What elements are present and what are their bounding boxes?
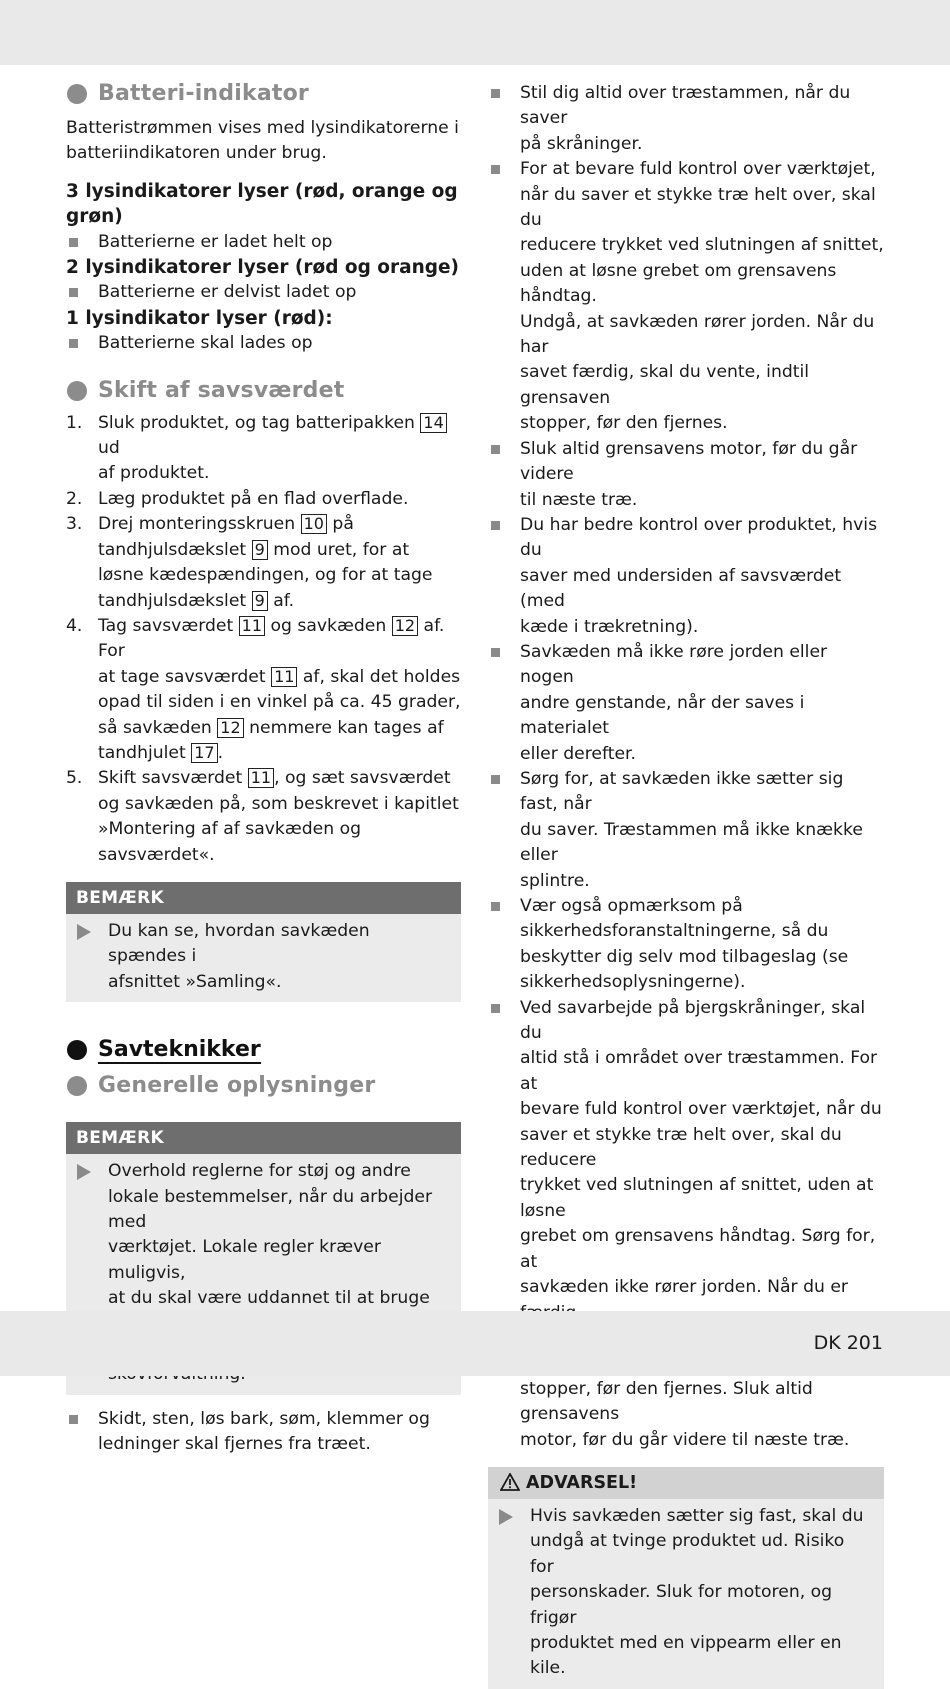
part-ref: 9 [252, 591, 268, 611]
part-ref: 9 [252, 540, 268, 560]
part-ref: 11 [239, 616, 265, 636]
note-box-1: BEMÆRK Du kan se, hvordan savkæden spændes i afsnittet »Samling«. [66, 882, 461, 1002]
indicator-1-title: 1 lysindikator lyser (rød): [66, 307, 333, 329]
indicator-3-item: Batterierne er ladet helt op [66, 230, 461, 255]
heading-generelle-oplysninger: Generelle oplysninger [66, 1070, 461, 1102]
indicator-1-item: Batterierne skal lades op [66, 331, 461, 356]
list-item: 2. Læg produktet på en flad overflade. [66, 488, 409, 509]
note-title: BEMÆRK [66, 882, 461, 914]
part-ref: 14 [420, 413, 446, 433]
heading-skift-af-savsvaerdet: Skift af savsværdet [66, 375, 461, 407]
left-column [66, 78, 461, 1458]
play-arrow-icon [499, 1509, 513, 1525]
heading-batteri-indikator: Batteri-indikator [66, 78, 461, 110]
indicator-2-title: 2 lysindikatorer lyser (rød og orange) [66, 257, 460, 279]
footer-band [0, 1311, 950, 1376]
list-item: Ved savarbejde på bjergskråninger, skal du altid stå i området over træstammen. For at bevare fuld kontrol over værktøjet, når du saver et stykke træ helt over, skal du reducere trykket ved slutningen af snittet, uden at løsne grebet om grensavens håndtag. Sørg for, at savkæden ikke rører jorden. Når du er stopper, før den fjernes. Sluk altid grensavens motor, før du går videre til næste træ. [488, 996, 884, 1453]
warning-box: ADVARSEL! Hvis savkæden sætter sig fast, skal du undgå at tvinge produktet ud. Risiko for personskader. Sluk for motoren, og frigør produktet med en vippearm eller en kile. [488, 1467, 884, 1689]
play-arrow-icon [77, 1164, 91, 1180]
list-item: Vær også opmærksom på sikkerhedsforanstaltningerne, så du beskytter dig selv mod tilbageslag (se sikkerhedsoplysningerne). [488, 894, 884, 996]
right-column [488, 81, 884, 1689]
list-item: 3. Drej monteringsskruen 10 på tandhjulsdækslet 9 mod uret, for at løsne kædespændingen, og for at tage tandhjulsdækslet 9 af. [66, 514, 433, 611]
list-item: 4. Tag savsværdet 11 og savkæden 12 af. For at tage savsværdet 11 af, skal det holdes opad til siden i en vinkel på ca. 45 grader, så savkæden 12 nemmere kan tages af tandhjulet 17 . [66, 615, 461, 763]
list-item: Savkæden må ikke røre jorden eller nogen andre genstande, når der saves i materialet eller derefter. [488, 640, 884, 767]
part-ref: 17 [191, 743, 217, 763]
part-ref: 12 [392, 616, 418, 636]
steps-list [66, 411, 461, 868]
warning-triangle-icon [500, 1473, 520, 1491]
indicator-3-title: 3 lysindikatorer lyser (rød, orange og grøn) [66, 180, 458, 228]
batteri-intro: Batteristrømmen vises med lysindikatorerne i batteriindikatoren under brug. [66, 118, 459, 164]
note-box-2: BEMÆRK Overhold reglerne for støj og andre lokale bestemmelser, når du arbejder med værktøjet. Lokale regler kræver muligvis, at du skal være uddannet til at bruge [66, 1122, 461, 1395]
list-item: Stil dig altid over træstammen, når du saver på skråninger. [488, 81, 884, 157]
note-title: BEMÆRK [66, 1122, 461, 1154]
list-item: 5. Skift savsværdet 11 , og sæt savsværdet og savkæden på, som beskrevet i kapitlet »Montering af af savkæden og savsværdet«. [66, 768, 459, 865]
list-item: 1. Sluk produktet, og tag batteripakken 14 ud af produktet. [66, 411, 461, 487]
part-ref: 10 [301, 514, 327, 534]
list-item: For at bevare fuld kontrol over værktøjet, når du saver et stykke træ helt over, skal du reducere trykket ved slutningen af snittet, uden at løsne grebet om grensavens håndtag. Undgå, at savkæden rører jorden. Når du har savet færdig, skal du vente, indtil grensaven stopper, før den fjernes. [488, 157, 884, 436]
play-arrow-icon [77, 924, 91, 940]
part-ref: 11 [248, 768, 274, 788]
list-item: Skidt, sten, løs bark, søm, klemmer og ledninger skal fjernes fra træet. [66, 1407, 461, 1458]
list-item: Sørg for, at savkæden ikke sætter sig fast, når du saver. Træstammen må ikke knække eller splintre. [488, 767, 884, 894]
part-ref: 11 [271, 667, 297, 687]
list-item: Sluk altid grensavens motor, før du går videre til næste træ. [488, 437, 884, 513]
indicator-2-item: Batterierne er delvist ladet op [66, 280, 461, 305]
header-band [0, 0, 950, 65]
heading-savteknikker: Savteknikker [66, 1034, 461, 1066]
part-ref: 12 [217, 718, 243, 738]
warning-title: ADVARSEL! [488, 1467, 884, 1499]
page-number: DK 201 [813, 1332, 883, 1354]
list-item: Du har bedre kontrol over produktet, hvis du saver med undersiden af savsværdet (med kæde i trækretning). [488, 513, 884, 640]
